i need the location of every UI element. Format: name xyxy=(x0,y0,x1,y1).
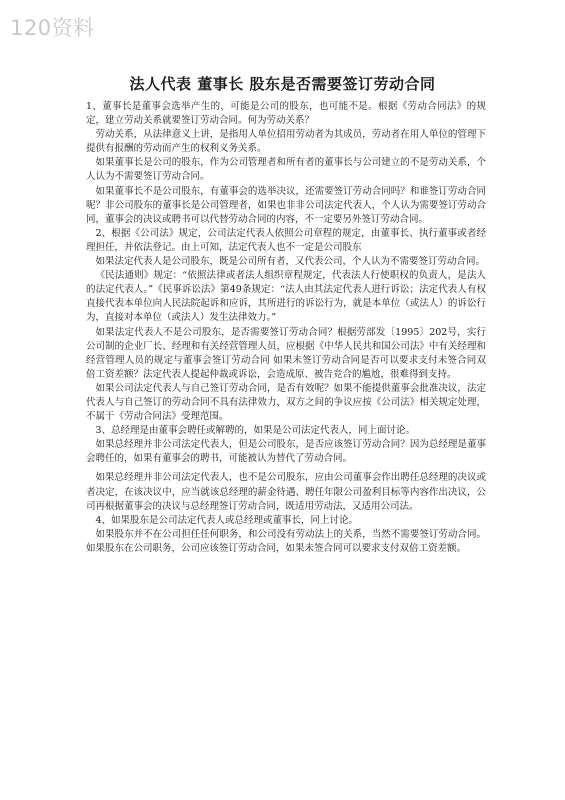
watermark-logo: 120资料 xyxy=(10,16,95,40)
paragraph-1: 1、董事长是董事会选举产生的，可能是公司的股东，也可能不是。根据《劳动合同法》的规定，建立劳动关系就要签订劳动合同。何为劳动关系？ xyxy=(86,101,486,127)
paragraph-9: 如果公司法定代表人与自己签订劳动合同，是否有效呢？如果不能提供董事会批准决议，法定代表人与自己签订的劳动合同不具有法律效力，双方之间的争议应按《公司法》相关规定处理，不属于《劳动合同法》受理范围。 xyxy=(86,382,486,423)
paragraph-4: 如果董事长不是公司股东，有董事会的选举决议，还需要签订劳动合同吗？和谁签订劳动合同呢？非公司股东的董事长是公司管理者，如果也非非公司法定代表人，个人认为需要签订劳动合同，董事会的决议或聘书可以代替劳动合同的内容，不一定要另外签订劳动合同。 xyxy=(86,185,486,225)
document-body xyxy=(86,100,486,556)
paragraph-2: 劳动关系，从法律意义上讲，是指用人单位招用劳动者为其成员，劳动者在用人单位的管理下提供有报酬的劳动而产生的权利义务关系。 xyxy=(86,129,486,155)
paragraph-3: 如果董事长是公司的股东，作为公司管理者和所有者的董事长与公司建立的不是劳动关系，个人认为不需要签订劳动合同。 xyxy=(86,157,486,183)
paragraph-12: 如果总经理并非公司法定代表人，也不是公司股东，应由公司董事会作出聘任总经理的决议或者决定，在该决议中，应当就该总经理的薪金待遇、聘任年限公司盈利目标等内容作出决议，公司再根据董事会的决议与总经理签订劳动合同，既适用劳动法，又适用公司法。 xyxy=(86,472,486,512)
document-title: 法人代表 董事长 股东是否需要签订劳动合同 xyxy=(129,75,436,93)
paragraph-5: 2、根据《公司法》规定，公司法定代表人依照公司章程的规定，由董事长、执行董事或者经理担任，并依法登记。由上可知，法定代表人也不一定是公司股东 xyxy=(86,227,486,253)
paragraph-13: 4、如果股东是公司法定代表人或总经理或董事长，同上讨论。 xyxy=(95,514,359,526)
paragraph-10: 3、总经理是由董事会聘任或解聘的，如果是公司法定代表人，同上面讨论。 xyxy=(95,425,416,437)
paragraph-7: 《民法通则》规定：“依照法律或者法人组织章程规定，代表法人行使职权的负责人，是法人的法定代表人。”《民事诉讼法》第49条规定：“法人由其法定代表人进行诉讼；法定代表人有权直接代表本单位向人民法院起诉和应诉，其所进行的诉讼行为，就是本单位（或法人）的诉讼行为，直接对本单位（或法人）发生法律效力。” xyxy=(86,270,486,324)
paragraph-6: 如果法定代表人是公司股东，既是公司所有者，又代表公司，个人认为不需要签订劳动合同。 xyxy=(95,256,486,268)
paragraph-8: 如果法定代表人不是公司股东，是否需要签订劳动合同？根据劳部发〔1995〕202号，实行公司制的企业厂长、经理和有关经营管理人员，应根据《中华人民共和国公司法》中有关经理和经营管理人员的规定与董事会签订劳动合同 如果未签订劳动合同是否可以要求支付未签合同双倍工资差额？法定代表人提起仲裁或诉讼，会造成原、被告竞合的尴尬，很难得到支持。 xyxy=(86,326,486,380)
paragraph-11: 如果总经理并非公司法定代表人，但是公司股东，是否应该签订劳动合同？因为总经理是董事会聘任的，如果有董事会的聘书，可能被认为替代了劳动合同。 xyxy=(86,439,486,465)
paragraph-14: 如果股东并不在公司担任任何职务，和公司没有劳动法上的关系，当然不需要签订劳动合同。如果股东在公司职务，公司应该签订劳动合同，如果未签合同可以要求支付双倍工资差额。 xyxy=(86,528,486,554)
